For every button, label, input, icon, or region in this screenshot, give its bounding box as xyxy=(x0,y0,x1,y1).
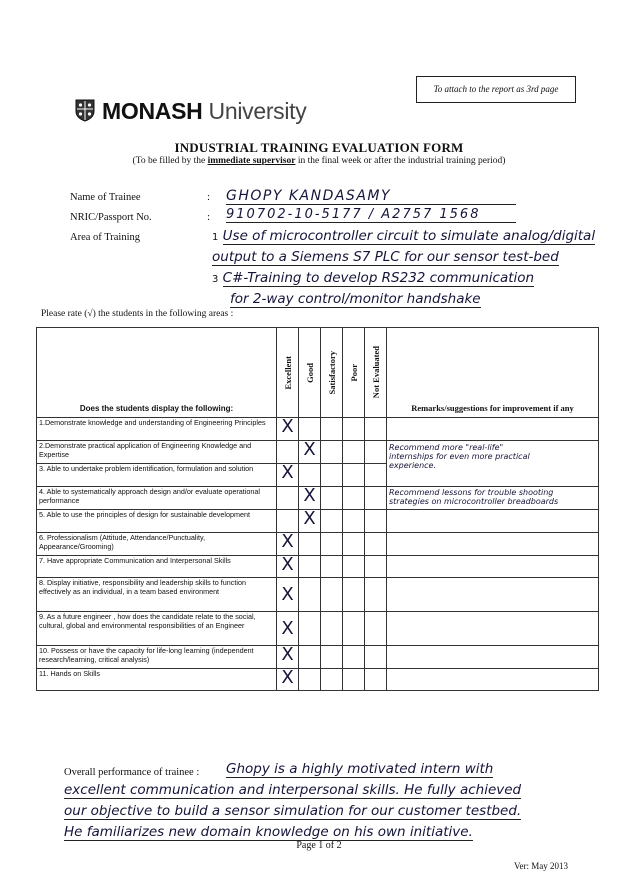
criteria-cell: 10. Possess or have the capacity for life-long learning (independent research/learning, critical analysis) xyxy=(37,646,277,669)
remark-line: Recommend lessons for trouble shooting xyxy=(389,488,554,497)
name-label: Name of Trainee xyxy=(70,192,141,203)
criteria-cell: 8. Display initiative, responsibility and leadership skills to function effectively as an individual, in a team based environment xyxy=(37,578,277,612)
mark-cell: X xyxy=(277,612,299,646)
subtitle-post: in the final week or after the industrial training period) xyxy=(295,156,506,166)
table-row xyxy=(37,533,599,556)
table-row xyxy=(37,487,599,510)
overall-line-4: He familiarizes new domain knowledge on his own initiative. xyxy=(64,824,473,840)
brand-light: University xyxy=(202,98,307,124)
criteria-cell: 2.Demonstrate practical application of Engineering Knowledge and Expertise xyxy=(37,441,277,464)
col-poor: Poor xyxy=(348,363,359,382)
version-label: Ver: May 2013 xyxy=(514,861,568,871)
table-row xyxy=(37,418,599,441)
remark-line: internships for even more practical xyxy=(389,452,530,461)
mark-cell: X xyxy=(277,533,299,556)
remark-line: Recommend more "real-life" xyxy=(389,443,504,452)
remark-cell-2 xyxy=(387,441,599,487)
mark-cell: X xyxy=(277,578,299,612)
criteria-cell: 9. As a future engineer , how does the candidate relate to the social, cultural, global and environmental responsibilities of an Engineer xyxy=(37,612,277,646)
criteria-cell: 11. Hands on Skills xyxy=(37,669,277,691)
overall-label: Overall performance of trainee : xyxy=(64,767,200,778)
monash-crest-logo xyxy=(74,98,96,122)
table-row xyxy=(37,510,599,533)
area-item-4: for 2-way control/monitor handshake xyxy=(230,291,481,307)
area-item-1: 1 Use of microcontroller circuit to simulate analog/digital xyxy=(212,228,596,244)
col-excellent: Excellent xyxy=(282,355,293,390)
mark-cell: X xyxy=(277,418,299,441)
criteria-cell: 5. Able to use the principles of design for sustainable development xyxy=(37,510,277,533)
table-row xyxy=(37,556,599,578)
subtitle-pre: (To be filled by the xyxy=(132,156,208,166)
area-item-3: 3 C#-Training to develop RS232 communication xyxy=(212,270,535,286)
brand-bold: MONASH xyxy=(102,98,203,124)
university-name xyxy=(102,98,306,125)
table-row xyxy=(37,578,599,612)
nric-label: NRIC/Passport No. xyxy=(70,212,152,223)
table-header-row xyxy=(37,328,599,418)
criteria-cell: 6. Professionalism (Attitude, Attendance/Punctuality, Appearance/Grooming) xyxy=(37,533,277,556)
col-satisfactory: Satisfactory xyxy=(326,350,337,395)
remarks-header: Remarks/suggestions for improvement if any xyxy=(387,328,599,418)
trainee-name-value: GHOPY KANDASAMY xyxy=(226,188,516,205)
mark-cell: X xyxy=(277,556,299,578)
criteria-cell: 1.Demonstrate knowledge and understanding of Engineering Principles xyxy=(37,418,277,441)
subtitle-bold: immediate supervisor xyxy=(207,156,296,166)
nric-colon: : xyxy=(207,211,211,223)
mark-cell: X xyxy=(299,510,321,533)
mark-cell: X xyxy=(277,646,299,669)
page-number: Page 1 of 2 xyxy=(296,840,342,851)
form-subtitle xyxy=(0,156,638,166)
evaluation-table xyxy=(36,327,599,691)
criteria-header: Does the students display the following: xyxy=(37,328,277,418)
criteria-cell: 3. Able to undertake problem identification, formulation and solution xyxy=(37,464,277,487)
overall-line-2: excellent communication and interpersonal skills. He fully achieved xyxy=(64,782,522,798)
area-label: Area of Training xyxy=(70,232,140,243)
col-good: Good xyxy=(304,362,315,383)
mark-cell: X xyxy=(299,487,321,510)
overall-line-3: our objective to build a sensor simulation for our customer testbed. xyxy=(64,803,522,819)
mark-cell: X xyxy=(277,464,299,487)
remark-cell-4 xyxy=(387,487,599,510)
overall-line-1: Ghopy is a highly motivated intern with xyxy=(226,761,494,777)
table-row xyxy=(37,441,599,464)
table-row xyxy=(37,669,599,691)
col-not-evaluated: Not Evaluated xyxy=(370,346,381,399)
remark-line: strategies on microcontroller breadboards xyxy=(389,497,559,506)
mark-cell: X xyxy=(277,669,299,691)
rating-instruction: Please rate (√) the students in the following areas : xyxy=(41,309,234,319)
criteria-cell: 4. Able to systematically approach design and/or evaluate operational performance xyxy=(37,487,277,510)
nric-value: 910702-10-5177 / A2757 1568 xyxy=(226,207,516,223)
form-title: INDUSTRIAL TRAINING EVALUATION FORM xyxy=(174,140,464,155)
table-row xyxy=(37,612,599,646)
area-item-2: output to a Siemens S7 PLC for our sensor test-bed xyxy=(212,249,559,265)
table-row xyxy=(37,646,599,669)
remark-line: experience. xyxy=(389,461,437,470)
criteria-cell: 7. Have appropriate Communication and Interpersonal Skills xyxy=(37,556,277,578)
mark-cell: X xyxy=(299,441,321,464)
name-colon: : xyxy=(207,191,211,203)
attach-note: To attach to the report as 3rd page xyxy=(416,76,576,103)
